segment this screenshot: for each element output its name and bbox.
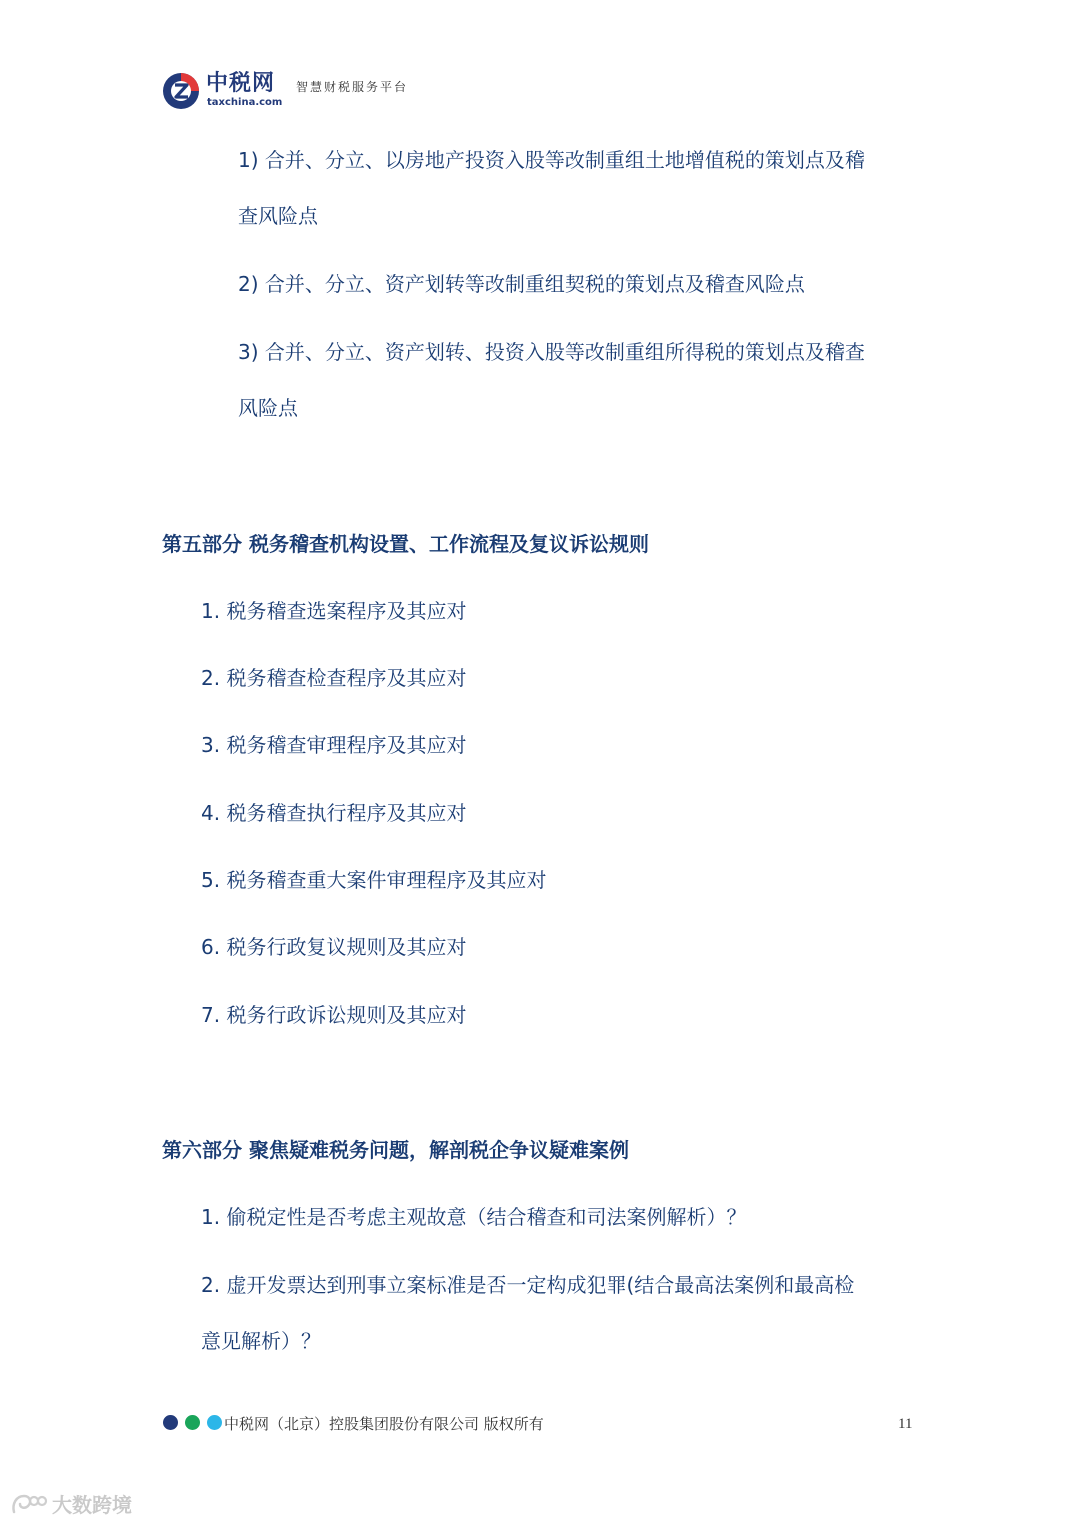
list-item: 1) 合并、分立、以房地产投资入股等改制重组土地增值税的策划点及稽 xyxy=(238,148,865,172)
section5-item: 6. 税务行政复议规则及其应对 xyxy=(201,935,467,959)
dot-icon xyxy=(185,1415,200,1430)
taxchina-logo-icon xyxy=(162,72,200,110)
watermark-text: 大数跨境 xyxy=(52,1493,132,1517)
page-header xyxy=(162,68,762,114)
footer-dots xyxy=(163,1415,223,1431)
list-item-continuation: 风险点 xyxy=(238,396,298,420)
section5-item: 2. 税务稽查检查程序及其应对 xyxy=(201,666,467,690)
section6-item-continuation: 意见解析）？ xyxy=(201,1329,321,1353)
logo-name: 中税网 xyxy=(206,71,276,96)
watermark xyxy=(10,1490,150,1520)
section5-item: 4. 税务稽查执行程序及其应对 xyxy=(201,801,467,825)
section5-item: 7. 税务行政诉讼规则及其应对 xyxy=(201,1003,467,1027)
list-item: 3) 合并、分立、资产划转、投资入股等改制重组所得税的策划点及稽查 xyxy=(238,340,865,364)
section5-item: 1. 税务稽查选案程序及其应对 xyxy=(201,599,467,623)
page-number: 11 xyxy=(898,1416,913,1432)
section6-item: 2. 虚开发票达到刑事立案标准是否一定构成犯罪(结合最高法案例和最高检 xyxy=(201,1273,855,1297)
list-item-continuation: 查风险点 xyxy=(238,204,318,228)
watermark-logo-icon xyxy=(10,1492,48,1518)
section6-item: 1. 偷税定性是否考虑主观故意（结合稽查和司法案例解析）？ xyxy=(201,1205,747,1229)
logo-domain: taxchina.com xyxy=(207,97,283,108)
footer-copyright: 中税网（北京）控股集团股份有限公司 版权所有 xyxy=(224,1415,544,1433)
section-heading: 第五部分 税务稽查机构设置、工作流程及复议诉讼规则 xyxy=(162,532,649,556)
dot-icon xyxy=(207,1415,222,1430)
logo-slogan: 智慧财税服务平台 xyxy=(296,80,409,94)
section-heading: 第六部分 聚焦疑难税务问题，解剖税企争议疑难案例 xyxy=(162,1138,629,1162)
section5-item: 5. 税务稽查重大案件审理程序及其应对 xyxy=(201,868,547,892)
dot-icon xyxy=(163,1415,178,1430)
list-item: 2) 合并、分立、资产划转等改制重组契税的策划点及稽查风险点 xyxy=(238,272,805,296)
section5-item: 3. 税务稽查审理程序及其应对 xyxy=(201,733,467,757)
